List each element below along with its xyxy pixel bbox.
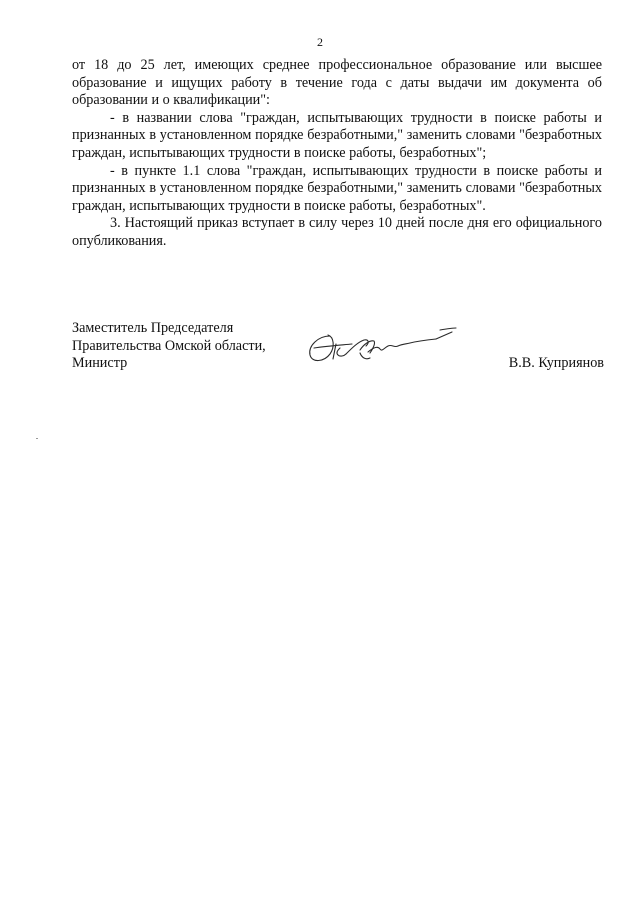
signatory-position-line: Министр: [72, 355, 128, 372]
signatory-position-line: Заместитель Председателя: [72, 320, 234, 336]
paragraph-item-amendment: - в пункте 1.1 слова "граждан, испытывающих трудности в поиске работы и признанных в установленном порядке безработными," заменить словами "безработных граждан, испытывающих трудности в поиске работы, безработных".: [72, 162, 602, 214]
document-body: [72, 57, 602, 251]
paragraph-effective-date: 3. Настоящий приказ вступает в силу через 10 дней после дня его официального опубликования.: [72, 215, 602, 249]
paragraph-continuation: от 18 до 25 лет, имеющих среднее профессиональное образование или высшее образование и ищущих работу в течение года с даты выдачи им документа об образовании и о квалификации":: [72, 57, 602, 109]
scan-mark: [36, 438, 38, 439]
signatory-position: [72, 320, 266, 373]
paragraph-title-amendment: - в названии слова "граждан, испытывающих трудности в поиске работы и признанных в установленном порядке безработными," заменить словами "безработных граждан, испытывающих трудности в поиске работы, безработных";: [72, 109, 602, 161]
page-number: 2: [317, 35, 323, 49]
signatory-name: В.В. Куприянов: [508, 355, 604, 371]
handwritten-signature: [300, 322, 460, 372]
signatory-position-line: Правительства Омской области,: [72, 337, 266, 354]
